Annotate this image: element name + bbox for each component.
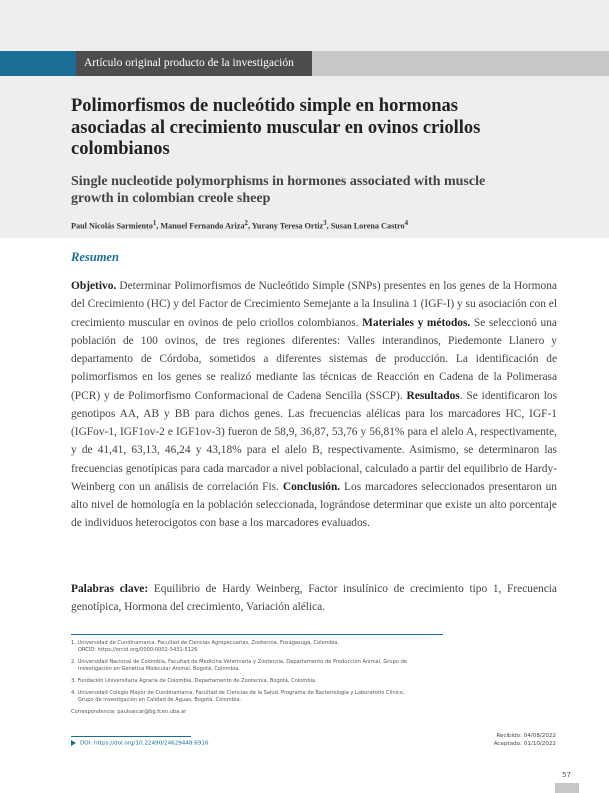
results-text: . Se identificaron los genotipos AA, AB y BB para dichos genes. Las frecuencias alélicas para los marcadores HC, IGF-1 (IGFov-1, IGF1ov-2 e IGF1ov-3) fueron de 58,9, 36,87, 53,76 y 56,81% para el alelo A, respectivamente, y de 41,41, 63,13, 46,24 y 43,18% para el alelo B, respectivamente. Asimismo, se determinaron las frecuencias genotípicas para cada marcador a nivel poblacional, calculado a partir del equilibrio de Hardy-Weinberg con un análisis de correlación Fis. xyxy=(71,389,557,493)
abstract-heading: Resumen xyxy=(71,250,119,264)
page-corner-mark xyxy=(555,783,579,793)
article-title-english: Single nucleotide polymorphisms in hormones associated with muscle growth in colombian creole sheep xyxy=(71,174,486,206)
footnote-item xyxy=(71,659,471,674)
correspondence: Correspondencia: paulsarcar@bg.fcen.uba.ar xyxy=(71,708,187,715)
footnote-line: 3. Fundación Universitaria Agraria de Colombia, Departamento de Zootecnia, Bogotá, Colombia. xyxy=(71,677,317,684)
objective-text: Determinar Polimorfismos de Nucleótido Simple (SNPs) presentes en los genes de la Hormona del Crecimiento (HC) y del Factor de Crecimiento Semejante a la Insulina 1 (IGF-I) y su asociación con el crecimiento muscular en ovinos de pelo criollos colombianos. xyxy=(71,280,557,329)
footnote-item xyxy=(71,640,471,655)
keywords-text: Equilibrio de Hardy Weinberg, Factor insulínico de crecimiento tipo 1, Frecuencia genotípica, Hormona del crecimiento, Variación alélica. xyxy=(71,583,557,614)
author-name: Susan Lorena Castro xyxy=(330,221,405,231)
results-label: Resultados xyxy=(406,389,460,402)
doi-link[interactable] xyxy=(71,740,209,747)
objective-label: Objetivo. xyxy=(71,280,117,292)
received-date: Recibido: 04/08/2022 xyxy=(496,733,556,739)
page-number: 57 xyxy=(562,771,571,779)
author-affiliation: 2 xyxy=(244,220,248,227)
author-affiliation: 1 xyxy=(152,220,157,227)
footnote-item xyxy=(71,690,471,705)
section-tab-filler xyxy=(312,51,609,76)
footnote-line: 2. Universidad Nacional de Colombia, Facultad de Medicina Veterinaria y Zootecnia, Departamento de Producción Animal, Grupo de xyxy=(71,658,407,665)
abstract-body xyxy=(71,277,557,533)
author-name: Manuel Fernando Ariza xyxy=(160,221,245,231)
doi-divider xyxy=(71,736,191,737)
methods-text: Se seleccionó una población de 100 ovinos, de tres regiones diferentes: Valles interandinos, Piedemonte Llanero y departamento de Córdoba, sometidos a diferentes sistemas de producción. La identificación de polimorfismos en los genes se realizó mediante las técnicas de Reacción en Cadena de la Polimerasa (PCR) y de Polimorfismo Conformacional de Cadena Sencilla (SSCP). xyxy=(71,316,557,402)
author-affiliation: 3 xyxy=(323,220,327,227)
author-name: Paul Nicolás Sarmiento xyxy=(71,221,153,231)
article-dates xyxy=(494,733,556,748)
author-name: Yurany Teresa Ortiz xyxy=(251,221,324,231)
conclusion-text: Los marcadores seleccionados presentaron un alto nivel de homología en la población seleccionada, lográndose determinar que existe un alto porcentaje de individuos heterocigotos con base a los marcadores evaluados. xyxy=(71,480,557,530)
arrow-right-icon xyxy=(71,740,76,746)
footnote-item xyxy=(71,678,471,685)
footnote-line: 1. Universidad de Cundinamarca, Facultad de Ciencias Agropecuarias, Zootecnia, Fusagasugá, Colombia. xyxy=(71,640,340,646)
footnote-line: 4. Universidad Colegio Mayor de Cundinamarca, Facultad de Ciencias de la Salud, Programa de Bacteriología y Laboratorio Clínico, xyxy=(71,689,405,696)
article-title-spanish: Polimorfismos de nucleótido simple en hormonas asociadas al crecimiento muscular en ovinos criollos colombianos xyxy=(71,96,481,159)
section-tab-accent xyxy=(0,51,76,76)
footnote-line: Grupo de investigación en Calidad de Aguas, Bogotá, Colombia. xyxy=(78,696,242,703)
conclusion-label: Conclusión. xyxy=(282,480,341,493)
footnote-line: Investigación en Genética Molecular Animal, Bogotá, Colombia. xyxy=(78,666,240,673)
footnote-orcid-link[interactable]: ORCID: https://orcid.org/0000-0002-5431-5126 xyxy=(78,647,198,654)
footnote-divider xyxy=(71,634,443,635)
doi-text[interactable]: DOI: https://doi.org/10.22490/24629448.6916 xyxy=(80,740,209,747)
section-label: Artículo original producto de la investigación xyxy=(76,51,312,76)
footnotes xyxy=(71,640,471,720)
keywords-label: Palabras clave: xyxy=(71,583,149,595)
author-list: Paul Nicolás Sarmiento$^1$, Manuel Fernando Ariza$^2$, Yurany Teresa Ortiz$^3$, Susan Lorena Castro$^4$ xyxy=(71,220,408,231)
accepted-date: Aceptado: 01/10/2022 xyxy=(493,740,556,747)
methods-label: Materiales y métodos. xyxy=(362,316,471,329)
keywords xyxy=(71,580,557,617)
author-affiliation: 4 xyxy=(404,220,408,227)
